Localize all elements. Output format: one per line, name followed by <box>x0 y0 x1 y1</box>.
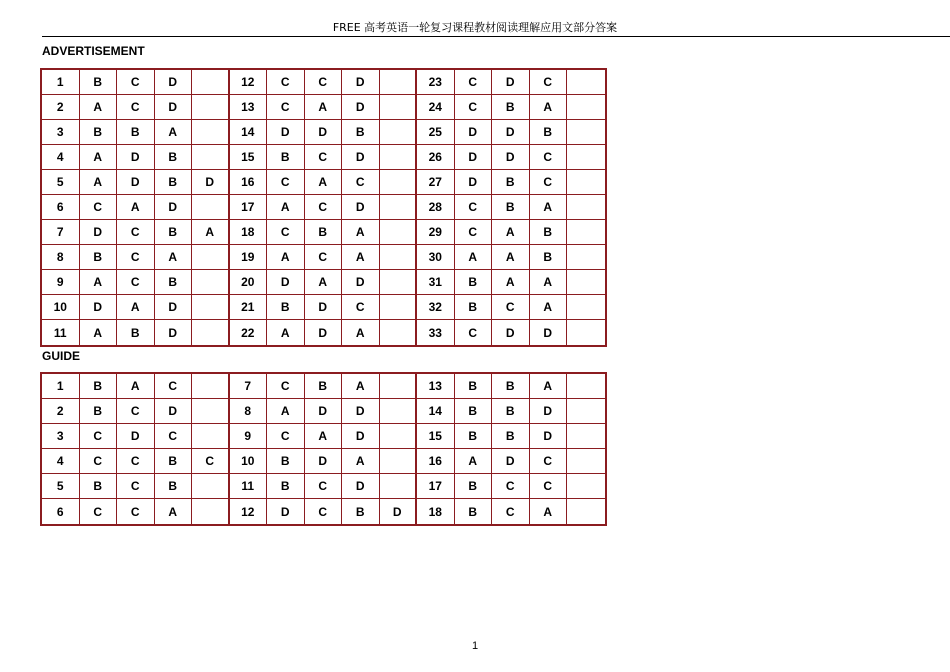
answer-cell: C <box>117 245 155 270</box>
answer-cell: C <box>305 195 343 220</box>
answer-cell: D <box>155 399 193 424</box>
answer-cell: A <box>342 449 380 474</box>
question-number-cell: 1 <box>42 374 80 399</box>
answer-cell: A <box>305 424 343 449</box>
question-number-cell: 7 <box>230 374 268 399</box>
answer-cell <box>567 245 605 270</box>
answer-cell: C <box>342 295 380 320</box>
answer-cell: A <box>305 170 343 195</box>
table-row <box>42 499 605 524</box>
question-number-cell: 19 <box>230 245 268 270</box>
question-number-cell: 32 <box>417 295 455 320</box>
answer-cell <box>380 320 418 345</box>
question-number-cell: 28 <box>417 195 455 220</box>
answer-cell: D <box>80 295 118 320</box>
answer-cell: B <box>117 120 155 145</box>
question-number-cell: 6 <box>42 195 80 220</box>
answer-cell <box>380 270 418 295</box>
answer-cell: C <box>117 70 155 95</box>
question-number-cell: 22 <box>230 320 268 345</box>
answer-cell: C <box>492 499 530 524</box>
answer-cell: A <box>342 320 380 345</box>
answer-cell <box>192 320 230 345</box>
question-number-cell: 4 <box>42 449 80 474</box>
answer-cell: C <box>267 70 305 95</box>
answer-cell: A <box>342 374 380 399</box>
table-row <box>42 220 605 245</box>
answer-cell: A <box>530 374 568 399</box>
table-row <box>42 374 605 399</box>
table-row <box>42 120 605 145</box>
answer-cell: D <box>117 424 155 449</box>
answer-cell: B <box>305 220 343 245</box>
answer-cell: D <box>455 170 493 195</box>
question-number-cell: 2 <box>42 399 80 424</box>
answer-cell: C <box>80 195 118 220</box>
answer-cell: C <box>455 195 493 220</box>
question-number-cell: 24 <box>417 95 455 120</box>
page-number: 1 <box>471 640 479 652</box>
answer-cell <box>380 120 418 145</box>
question-number-cell: 3 <box>42 120 80 145</box>
answer-cell: B <box>155 220 193 245</box>
answer-cell: A <box>80 270 118 295</box>
answer-cell: A <box>192 220 230 245</box>
answer-cell: A <box>305 270 343 295</box>
question-number-cell: 15 <box>230 145 268 170</box>
answer-cell: D <box>455 120 493 145</box>
question-number-cell: 23 <box>417 70 455 95</box>
answer-cell: A <box>117 374 155 399</box>
answer-cell: C <box>117 449 155 474</box>
answer-cell <box>567 270 605 295</box>
table-row <box>42 449 605 474</box>
question-number-cell: 25 <box>417 120 455 145</box>
answer-cell: B <box>530 120 568 145</box>
answer-cell: D <box>492 70 530 95</box>
answer-cell <box>192 474 230 499</box>
answer-cell: B <box>492 195 530 220</box>
question-number-cell: 21 <box>230 295 268 320</box>
answer-cell: C <box>492 474 530 499</box>
answer-cell: B <box>492 95 530 120</box>
answer-cell: A <box>267 320 305 345</box>
question-number-cell: 31 <box>417 270 455 295</box>
answer-cell: C <box>530 449 568 474</box>
answer-cell: A <box>80 95 118 120</box>
question-number-cell: 26 <box>417 145 455 170</box>
answer-cell: C <box>342 170 380 195</box>
answer-cell: C <box>267 95 305 120</box>
answer-cell <box>192 95 230 120</box>
answer-cell: A <box>80 170 118 195</box>
question-number-cell: 9 <box>230 424 268 449</box>
answer-cell: D <box>117 145 155 170</box>
question-number-cell: 2 <box>42 95 80 120</box>
answer-cell: B <box>492 374 530 399</box>
answer-cell <box>567 295 605 320</box>
answer-cell: B <box>455 499 493 524</box>
question-number-cell: 16 <box>230 170 268 195</box>
answer-cell: D <box>492 145 530 170</box>
answer-cell <box>567 195 605 220</box>
question-number-cell: 18 <box>417 499 455 524</box>
answer-cell: C <box>80 424 118 449</box>
answer-cell: A <box>117 195 155 220</box>
answer-cell: D <box>305 295 343 320</box>
answer-cell: B <box>155 449 193 474</box>
answer-cell: C <box>117 270 155 295</box>
answer-cell: C <box>117 499 155 524</box>
answer-cell: B <box>342 499 380 524</box>
answer-cell: D <box>530 424 568 449</box>
answer-cell: C <box>530 170 568 195</box>
page-header: FREE 高考英语一轮复习课程教材阅读理解应用文部分答案 <box>332 21 618 34</box>
answer-cell <box>567 474 605 499</box>
answer-cell: A <box>492 270 530 295</box>
answer-cell: C <box>117 399 155 424</box>
answer-cell: B <box>155 270 193 295</box>
answer-cell: A <box>305 95 343 120</box>
answer-cell: D <box>267 120 305 145</box>
question-number-cell: 17 <box>417 474 455 499</box>
answer-cell <box>567 220 605 245</box>
answer-cell: B <box>530 220 568 245</box>
question-number-cell: 1 <box>42 70 80 95</box>
answer-cell <box>192 424 230 449</box>
answer-cell: C <box>267 424 305 449</box>
answer-cell: C <box>305 474 343 499</box>
header-rule <box>42 36 950 37</box>
answer-cell <box>567 424 605 449</box>
question-number-cell: 29 <box>417 220 455 245</box>
answer-cell <box>567 95 605 120</box>
answer-cell: A <box>530 270 568 295</box>
answer-cell: D <box>342 145 380 170</box>
answer-cell: D <box>342 195 380 220</box>
question-number-cell: 12 <box>230 70 268 95</box>
answer-cell: B <box>305 374 343 399</box>
answer-cell: B <box>267 474 305 499</box>
answer-cell: B <box>117 320 155 345</box>
question-number-cell: 11 <box>230 474 268 499</box>
question-number-cell: 11 <box>42 320 80 345</box>
answer-cell: D <box>342 424 380 449</box>
answer-cell: D <box>305 449 343 474</box>
answer-cell: A <box>530 195 568 220</box>
answer-cell <box>192 374 230 399</box>
answer-cell: B <box>80 70 118 95</box>
question-number-cell: 7 <box>42 220 80 245</box>
answer-cell: B <box>492 399 530 424</box>
answer-cell: C <box>117 474 155 499</box>
answer-cell: A <box>80 320 118 345</box>
question-number-cell: 14 <box>230 120 268 145</box>
answer-cell <box>380 295 418 320</box>
answer-cell: B <box>80 374 118 399</box>
question-number-cell: 15 <box>417 424 455 449</box>
question-number-cell: 33 <box>417 320 455 345</box>
answer-cell <box>380 170 418 195</box>
answer-cell: A <box>455 449 493 474</box>
answer-cell: D <box>342 474 380 499</box>
answer-cell: D <box>492 320 530 345</box>
answer-cell: B <box>455 424 493 449</box>
table-row <box>42 70 605 95</box>
answer-cell <box>380 70 418 95</box>
answer-cell: D <box>155 295 193 320</box>
answer-cell: D <box>530 320 568 345</box>
answer-cell: C <box>305 145 343 170</box>
answer-cell: B <box>80 399 118 424</box>
answer-cell: A <box>155 499 193 524</box>
answer-cell: D <box>192 170 230 195</box>
question-number-cell: 13 <box>417 374 455 399</box>
answer-cell: A <box>342 245 380 270</box>
answer-cell <box>380 145 418 170</box>
answer-cell <box>192 120 230 145</box>
answer-cell <box>567 449 605 474</box>
answer-cell: A <box>155 120 193 145</box>
answer-cell: C <box>455 95 493 120</box>
answer-cell: C <box>305 70 343 95</box>
answer-cell: D <box>155 70 193 95</box>
table-row <box>42 270 605 295</box>
answer-cell: B <box>80 474 118 499</box>
answer-cell: D <box>305 399 343 424</box>
answer-cell: B <box>267 449 305 474</box>
question-number-cell: 16 <box>417 449 455 474</box>
question-number-cell: 9 <box>42 270 80 295</box>
answer-cell: A <box>267 399 305 424</box>
answer-cell: D <box>492 449 530 474</box>
answer-cell: C <box>155 374 193 399</box>
question-number-cell: 14 <box>417 399 455 424</box>
answer-cell: D <box>305 120 343 145</box>
answer-cell <box>192 399 230 424</box>
question-number-cell: 27 <box>417 170 455 195</box>
answer-cell <box>567 70 605 95</box>
answer-cell <box>380 399 418 424</box>
question-number-cell: 5 <box>42 170 80 195</box>
table-row <box>42 320 605 345</box>
answer-cell <box>380 245 418 270</box>
answer-cell: C <box>455 320 493 345</box>
answer-cell: C <box>117 220 155 245</box>
answer-cell: B <box>530 245 568 270</box>
answer-cell: C <box>155 424 193 449</box>
answer-cell: A <box>155 245 193 270</box>
answer-cell: B <box>342 120 380 145</box>
answer-cell <box>380 449 418 474</box>
answer-cell: C <box>80 499 118 524</box>
answer-cell: B <box>267 145 305 170</box>
answer-cell: D <box>267 499 305 524</box>
answer-cell: A <box>455 245 493 270</box>
table-row <box>42 474 605 499</box>
question-number-cell: 3 <box>42 424 80 449</box>
answer-cell: C <box>192 449 230 474</box>
answer-cell <box>567 374 605 399</box>
answer-cell: B <box>455 399 493 424</box>
answer-cell: C <box>492 295 530 320</box>
question-number-cell: 12 <box>230 499 268 524</box>
answer-cell: B <box>267 295 305 320</box>
table-row <box>42 399 605 424</box>
question-number-cell: 5 <box>42 474 80 499</box>
answer-cell: D <box>492 120 530 145</box>
answer-cell: B <box>455 270 493 295</box>
question-number-cell: 10 <box>230 449 268 474</box>
answer-cell <box>567 120 605 145</box>
answer-cell: D <box>155 95 193 120</box>
answer-cell <box>380 374 418 399</box>
answer-cell <box>192 499 230 524</box>
answer-cell: B <box>80 245 118 270</box>
answer-cell: C <box>267 374 305 399</box>
answer-cell <box>192 245 230 270</box>
table-row <box>42 195 605 220</box>
answer-cell: B <box>455 374 493 399</box>
answer-cell: A <box>267 245 305 270</box>
answer-cell: A <box>530 95 568 120</box>
answer-cell: D <box>305 320 343 345</box>
question-number-cell: 6 <box>42 499 80 524</box>
question-number-cell: 20 <box>230 270 268 295</box>
answer-cell: B <box>492 170 530 195</box>
answer-cell <box>380 424 418 449</box>
answer-cell <box>567 320 605 345</box>
answer-cell: D <box>380 499 418 524</box>
answer-cell: B <box>155 474 193 499</box>
question-number-cell: 17 <box>230 195 268 220</box>
answer-cell: B <box>155 145 193 170</box>
answer-cell <box>192 295 230 320</box>
answer-cell: D <box>342 270 380 295</box>
answer-cell: A <box>342 220 380 245</box>
answer-cell <box>380 95 418 120</box>
question-number-cell: 8 <box>230 399 268 424</box>
answer-cell: D <box>155 195 193 220</box>
table-row <box>42 95 605 120</box>
table-row <box>42 424 605 449</box>
answer-cell <box>567 399 605 424</box>
answer-cell: B <box>492 424 530 449</box>
answer-cell: C <box>267 220 305 245</box>
answer-cell: A <box>80 145 118 170</box>
answer-cell: D <box>530 399 568 424</box>
table-row <box>42 245 605 270</box>
answer-cell: D <box>342 399 380 424</box>
answer-cell <box>192 145 230 170</box>
answer-cell <box>380 220 418 245</box>
answer-cell: D <box>455 145 493 170</box>
answer-cell: C <box>530 145 568 170</box>
question-number-cell: 10 <box>42 295 80 320</box>
answer-cell: A <box>267 195 305 220</box>
answer-cell: D <box>267 270 305 295</box>
answer-cell: A <box>492 245 530 270</box>
answer-cell: C <box>530 474 568 499</box>
question-number-cell: 18 <box>230 220 268 245</box>
answer-cell: D <box>80 220 118 245</box>
answer-table-guide <box>40 372 607 526</box>
answer-cell <box>567 499 605 524</box>
answer-cell: C <box>305 245 343 270</box>
answer-cell: D <box>342 70 380 95</box>
answer-cell <box>567 170 605 195</box>
answer-cell: C <box>80 449 118 474</box>
answer-cell: B <box>455 474 493 499</box>
table-row <box>42 145 605 170</box>
answer-cell <box>192 70 230 95</box>
table-row <box>42 295 605 320</box>
answer-cell: B <box>80 120 118 145</box>
answer-cell <box>192 195 230 220</box>
answer-cell <box>380 474 418 499</box>
answer-cell: D <box>342 95 380 120</box>
question-number-cell: 13 <box>230 95 268 120</box>
answer-cell <box>567 145 605 170</box>
answer-cell: A <box>530 295 568 320</box>
answer-cell <box>380 195 418 220</box>
answer-cell: B <box>455 295 493 320</box>
table-row <box>42 170 605 195</box>
section-title-guide: GUIDE <box>42 349 81 363</box>
answer-cell <box>192 270 230 295</box>
answer-cell: D <box>117 170 155 195</box>
answer-cell: A <box>117 295 155 320</box>
answer-table-advertisement <box>40 68 607 347</box>
answer-cell: C <box>530 70 568 95</box>
question-number-cell: 30 <box>417 245 455 270</box>
section-title-advertisement: ADVERTISEMENT <box>42 44 145 58</box>
answer-cell: A <box>492 220 530 245</box>
answer-cell: A <box>530 499 568 524</box>
answer-cell: C <box>117 95 155 120</box>
answer-cell: C <box>267 170 305 195</box>
question-number-cell: 8 <box>42 245 80 270</box>
answer-cell: C <box>455 220 493 245</box>
answer-cell: C <box>305 499 343 524</box>
answer-cell: C <box>455 70 493 95</box>
answer-cell: B <box>155 170 193 195</box>
answer-cell: D <box>155 320 193 345</box>
question-number-cell: 4 <box>42 145 80 170</box>
